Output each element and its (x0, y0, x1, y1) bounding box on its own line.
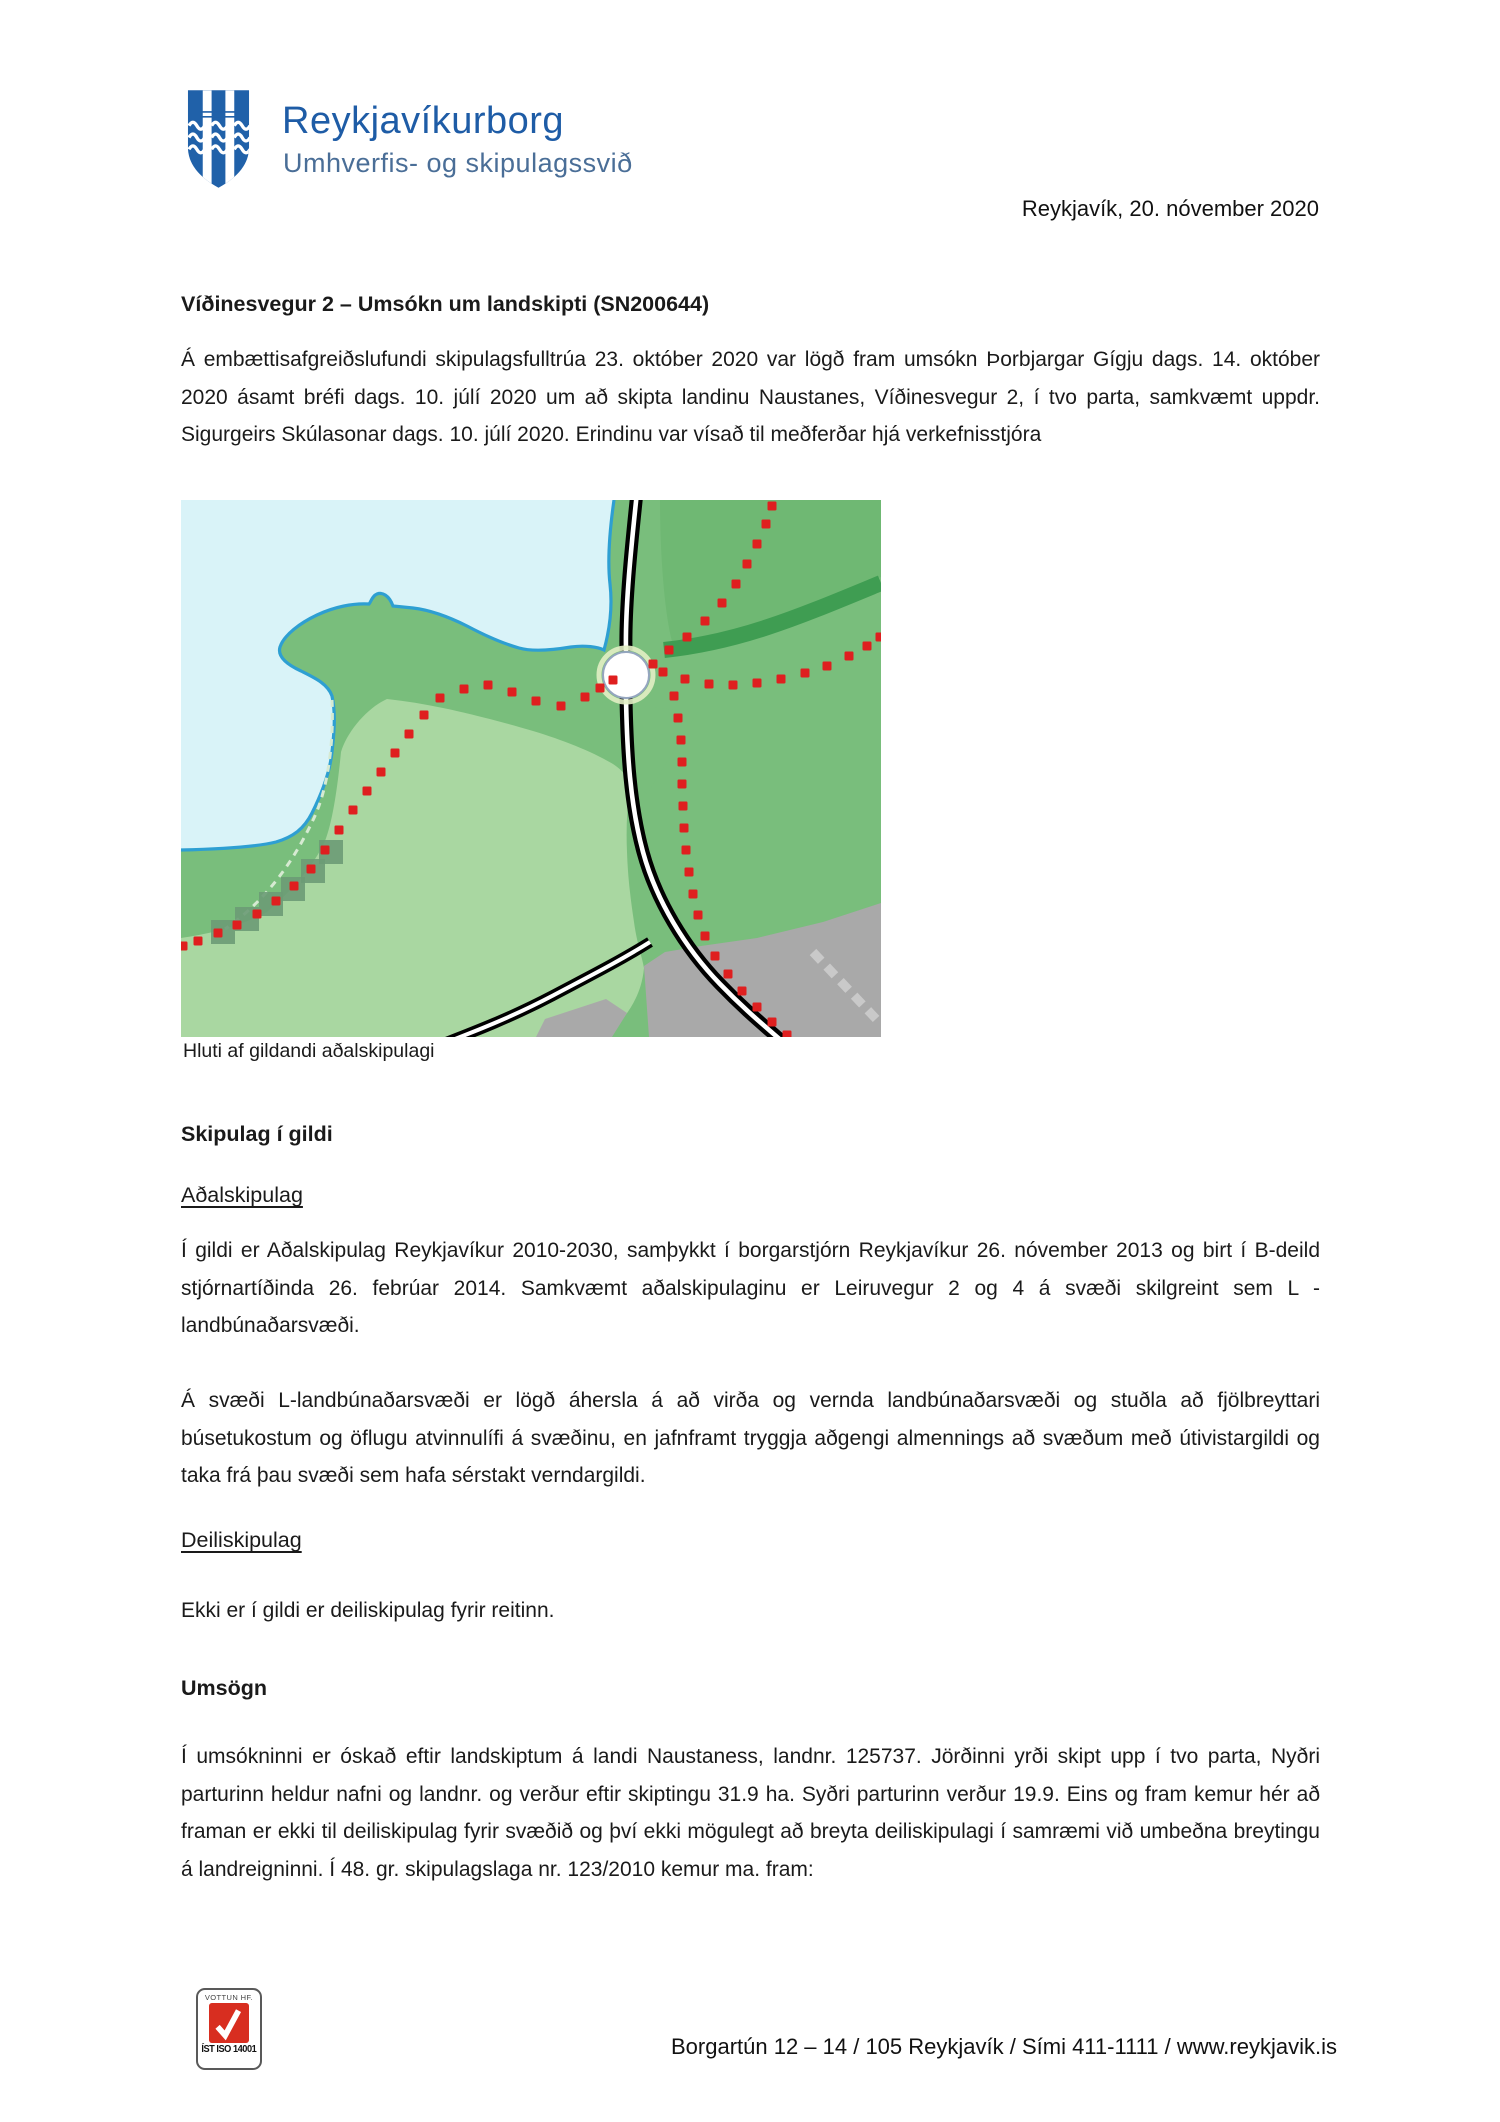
map-figure (181, 500, 881, 1037)
paragraph-deiliskipulag: Ekki er í gildi er deiliskipulag fyrir reitinn. (181, 1599, 555, 1622)
paragraph-umsokn: Í umsókninni er óskað eftir landskiptum á landi Naustaness, landnr. 125737. Jörðinni yrði skipt upp í tvo parta, Nyðri parturinn heldur nafni og landnr. og verður eftir skiptingu 31.9 ha. Syðri parturinn verður 19.9. Eins og fram kemur hér að framan er ekki til deiliskipulag fyrir svæðið og því ekki mögulegt að breyta deiliskipulagi í samræmi við umbeðna breytingu á landreigninni. Í 48. gr. skipulagslaga nr. 123/2010 kemur ma. fram: (181, 1745, 1320, 1881)
intro-paragraph: Á embættisafgreiðslufundi skipulagsfulltrúa 23. október 2020 var lögð fram umsókn Þorbjargar Gígju dags. 14. október 2020 ásamt bréfi dags. 10. júlí 2020 um að skipta landinu Naustanes, Víðinesvegur 2, í tvo parta, samkvæmt uppdr. Sigurgeirs Skúlasonar dags. 10. júlí 2020. Erindinu var vísað til meðferðar hjá verkefnisstjóra (181, 348, 1320, 447)
iso-badge-bottom-label: ÍST ISO 14001 (201, 2044, 257, 2055)
org-name: Reykjavíkurborg (282, 100, 565, 142)
iso-badge-top-label: VOTTUN HF. (204, 1993, 254, 2002)
letterhead-logo (186, 88, 251, 196)
checkmark-icon (208, 2003, 250, 2043)
date-line: Reykjavík, 20. nóvember 2020 (1021, 196, 1319, 221)
roundabout-icon (603, 652, 649, 698)
reykjavik-coat-of-arms-icon (186, 88, 251, 191)
heading-skipulag-i-gildi: Skipulag í gildi (181, 1122, 333, 1146)
paragraph-svaedi: Á svæði L-landbúnaðarsvæði er lögð áhersla á að virða og vernda landbúnaðarsvæði og stuðla að fjölbreyttari búsetukostum og öflugu atvinnulífi á svæðinu, en jafnframt tryggja aðgengi almennings að svæðum með útivistargildi og taka frá þau svæði sem hafa sérstakt verndargildi. (181, 1389, 1320, 1488)
subheading-deiliskipulag: Deiliskipulag (181, 1528, 302, 1552)
footer-address: Borgartún 12 – 14 / 105 Reykjavík / Sími 411-1111 / www.reykjavik.is (670, 2034, 1337, 2059)
paragraph-adalskipulag: Í gildi er Aðalskipulag Reykjavíkur 2010-2030, samþykkt í borgarstjórn Reykjavíkur 26. nóvember 2013 og birt í B-deild stjórnartíðinda 26. febrúar 2014. Samkvæmt aðalskipulaginu er Leiruvegur 2 og 4 á svæði skilgreint sem L - landbúnaðarsvæði. (181, 1239, 1320, 1338)
aerial-map (181, 500, 881, 1037)
heading-umsogn: Umsögn (181, 1676, 267, 1700)
dept-name: Umhverfis- og skipulagssvið (283, 148, 633, 178)
subheading-adalskipulag: Aðalskipulag (181, 1183, 303, 1207)
document-title: Víðinesvegur 2 – Umsókn um landskipti (SN200644) (181, 292, 710, 316)
map-caption: Hluti af gildandi aðalskipulagi (183, 1040, 435, 1062)
iso-certification-badge (196, 1988, 262, 2070)
